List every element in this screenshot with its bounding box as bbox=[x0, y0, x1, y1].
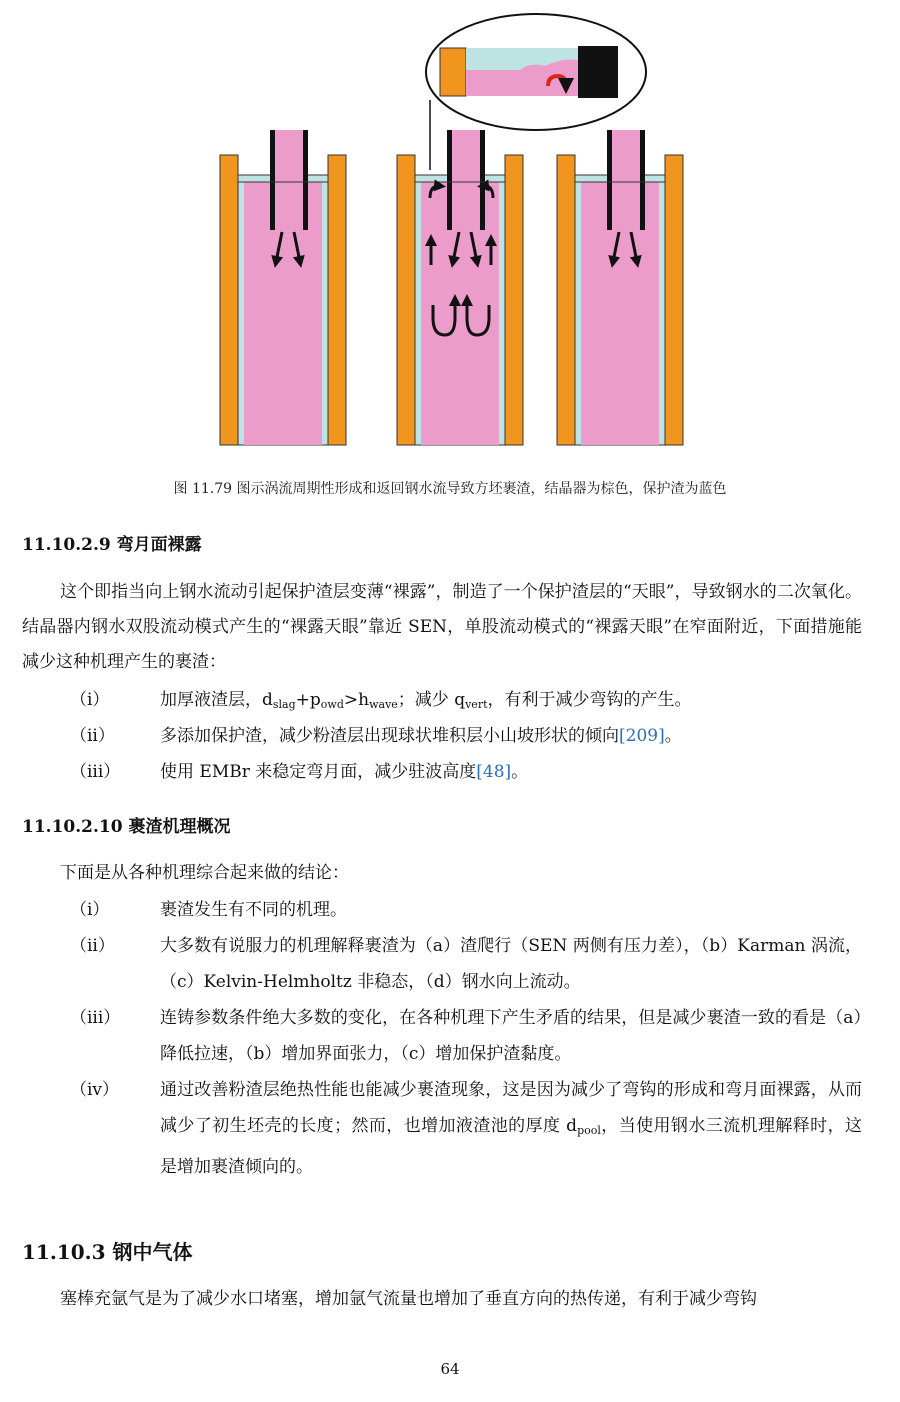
mold-diagram-1 bbox=[220, 130, 346, 445]
page-number: 64 bbox=[440, 1360, 460, 1378]
section1-paragraph: 这个即指当向上钢水流动引起保护渣层变薄“裸露”，制造了一个保护渣层的“天眼”，导致钢水的二次氧化。结晶器内钢水双股流动模式产生的“裸露天眼”靠近 SEN，单股流动模式的“裸露天眼”在窄面附近，下面措施能减少这种机理产生的裹渣： bbox=[22, 582, 862, 672]
citation-link[interactable]: [209] bbox=[619, 726, 665, 746]
section-heading-meniscus-exposure: 11.10.2.9 弯月面裸露 bbox=[22, 535, 202, 555]
section-heading-gas-in-steel: 11.10.3 钢中气体 bbox=[22, 1240, 193, 1264]
citation-link[interactable]: [48] bbox=[476, 762, 512, 782]
mold-diagram-3 bbox=[557, 130, 683, 445]
mold-flow-figure bbox=[0, 0, 900, 460]
section2-intro: 下面是从各种机理综合起来做的结论： bbox=[60, 863, 349, 883]
meniscus-inset bbox=[426, 14, 646, 130]
figure-caption: 图 11.79 图示涡流周期性形成和返回钢水流导致方坯裹渣，结晶器为棕色，保护渣为蓝色 bbox=[173, 481, 727, 497]
section3-paragraph: 塞棒充氩气是为了减少水口堵塞，增加氩气流量也增加了垂直方向的热传递，有利于减少弯钩 bbox=[60, 1289, 757, 1309]
mold-diagram-2 bbox=[397, 100, 523, 445]
section-heading-entrapment-summary: 11.10.2.10 裹渣机理概况 bbox=[22, 817, 231, 837]
